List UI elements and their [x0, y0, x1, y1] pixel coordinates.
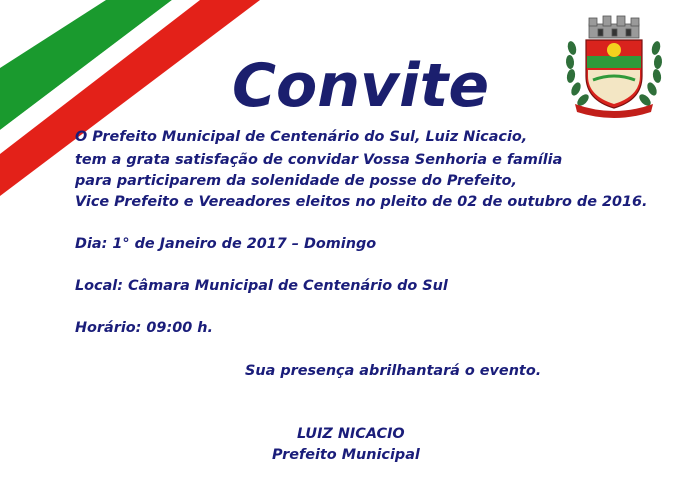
shield-band	[587, 56, 641, 68]
signature-role: Prefeito Municipal	[272, 447, 420, 463]
location-line: Local: Câmara Municipal de Centenário do Sul	[75, 278, 448, 294]
body-line-4: Vice Prefeito e Vereadores eleitos no pleito de 02 de outubro de 2016.	[75, 194, 648, 210]
time-line: Horário: 09:00 h.	[75, 320, 213, 336]
closing-line: Sua presença abrilhantará o evento.	[245, 363, 542, 379]
body-line-2: tem a grata satisfação de convidar Vossa Senhoria e família	[75, 152, 563, 168]
signature-name: LUIZ NICACIO	[297, 426, 405, 442]
mural-crown	[589, 16, 639, 38]
coat-of-arms	[563, 14, 665, 122]
body-line-1: O Prefeito Municipal de Centenário do Sul, Luiz Nicacio,	[75, 129, 528, 145]
body-line-3: para participarem da solenidade de posse do Prefeito,	[75, 173, 518, 189]
invitation-title: Convite	[232, 51, 490, 121]
date-line: Dia: 1° de Janeiro de 2017 – Domingo	[75, 236, 377, 252]
sun-emblem	[607, 43, 621, 57]
